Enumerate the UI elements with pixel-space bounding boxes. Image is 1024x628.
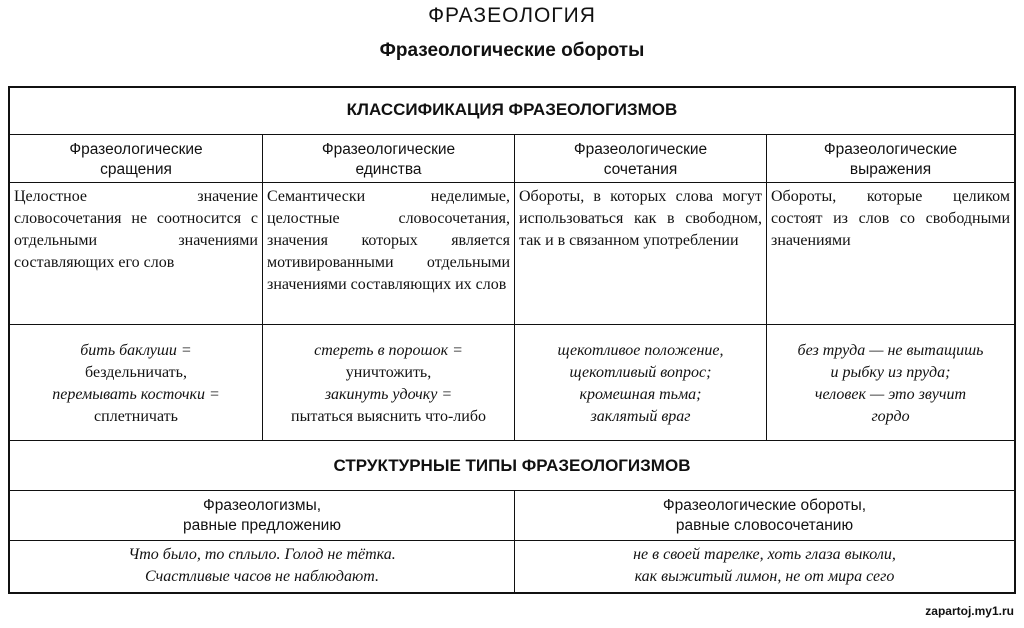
example-line: Счастливые часов не наблюдают. [144,568,380,585]
example-line: без труда — не вытащишь [797,342,984,359]
header-line: сочетания [603,161,678,178]
example-line: и рыбку из пруда; [830,364,951,381]
examples-phrase-idioms [515,544,1014,588]
header-line: равные словосочетанию [675,517,854,534]
header-line: Фразеологические [573,141,708,158]
divider [10,324,1014,325]
example-line: щекотливое положение, [557,342,724,359]
example-line: щекотливый вопрос; [569,364,712,381]
description-edinstva: Семантически неделимые, целостные словосочетания, значения которых является мотивированными отдельными значениями составляющих их слов [267,188,510,293]
divider [10,182,1014,183]
examples-edinstva [263,340,514,428]
example-line: перемывать косточки = [52,386,220,403]
example-line: человек — это звучит [814,386,967,403]
divider [10,490,1014,491]
examples-sochetaniya [515,340,766,428]
header-line: Фразеологизмы, [202,497,322,514]
description-srashcheniya: Целостное значение словосочетания не соотносится с отдельными значениями составляющих его слов [14,188,258,271]
column-header-sochetaniya [515,140,766,180]
header-line: единства [355,161,422,178]
example-line: стереть в порошок = [314,342,463,359]
examples-srashcheniya [10,340,262,428]
header-line: равные предложению [183,517,341,534]
divider [10,440,1014,441]
topic-title: ФРАЗЕОЛОГИЯ [428,4,596,27]
classification-title: КЛАССИФИКАЦИЯ ФРАЗЕОЛОГИЗМОВ [346,100,678,119]
header-line: Фразеологические [823,141,958,158]
divider [10,134,1014,135]
page-subtitle: Фразеологические обороты [379,40,645,61]
column-header-edinstva [263,140,514,180]
header-line: Фразеологические [321,141,456,158]
example-line: бездельничать, [85,364,187,381]
example-line: закинуть удочку = [324,386,453,403]
divider [10,540,1014,541]
header-line: сращения [100,161,172,178]
column-header-srashcheniya [10,140,262,180]
example-line: не в своей тарелке, хоть глаза выколи, [633,546,896,563]
example-line: уничтожить, [345,364,432,381]
example-line: Что было, то сплыло. Голод не тётка. [128,546,396,563]
description-sochetaniya: Обороты, в которых слова могут использоваться как в свободном, так и в связанном употреблении [519,188,762,249]
column-header-phrase-idioms [515,496,1014,536]
example-line: гордо [871,408,910,425]
description-vyrazheniya: Обороты, которые целиком состоят из слов со свободными значениями [771,188,1010,249]
header-line: Фразеологические обороты, [662,497,867,514]
column-header-vyrazheniya [767,140,1014,180]
structural-title: СТРУКТУРНЫЕ ТИПЫ ФРАЗЕОЛОГИЗМОВ [333,456,691,475]
example-line: сплетничать [94,408,178,425]
header-line: Фразеологические [69,141,203,158]
example-line: кромешная тьма; [579,386,702,403]
phraseology-table [8,86,1016,594]
example-line: заклятый враг [590,408,691,425]
example-line: пытаться выяснить что-либо [291,408,486,425]
source-watermark: zapartoj.my1.ru [925,604,1014,618]
column-header-sentence-idioms [10,496,514,536]
example-line: бить баклуши = [80,342,192,359]
header-line: выражения [849,161,932,178]
examples-vyrazheniya [767,340,1014,428]
example-line: как выжитый лимон, не от мира сего [634,568,895,585]
examples-sentence-idioms [10,544,514,588]
